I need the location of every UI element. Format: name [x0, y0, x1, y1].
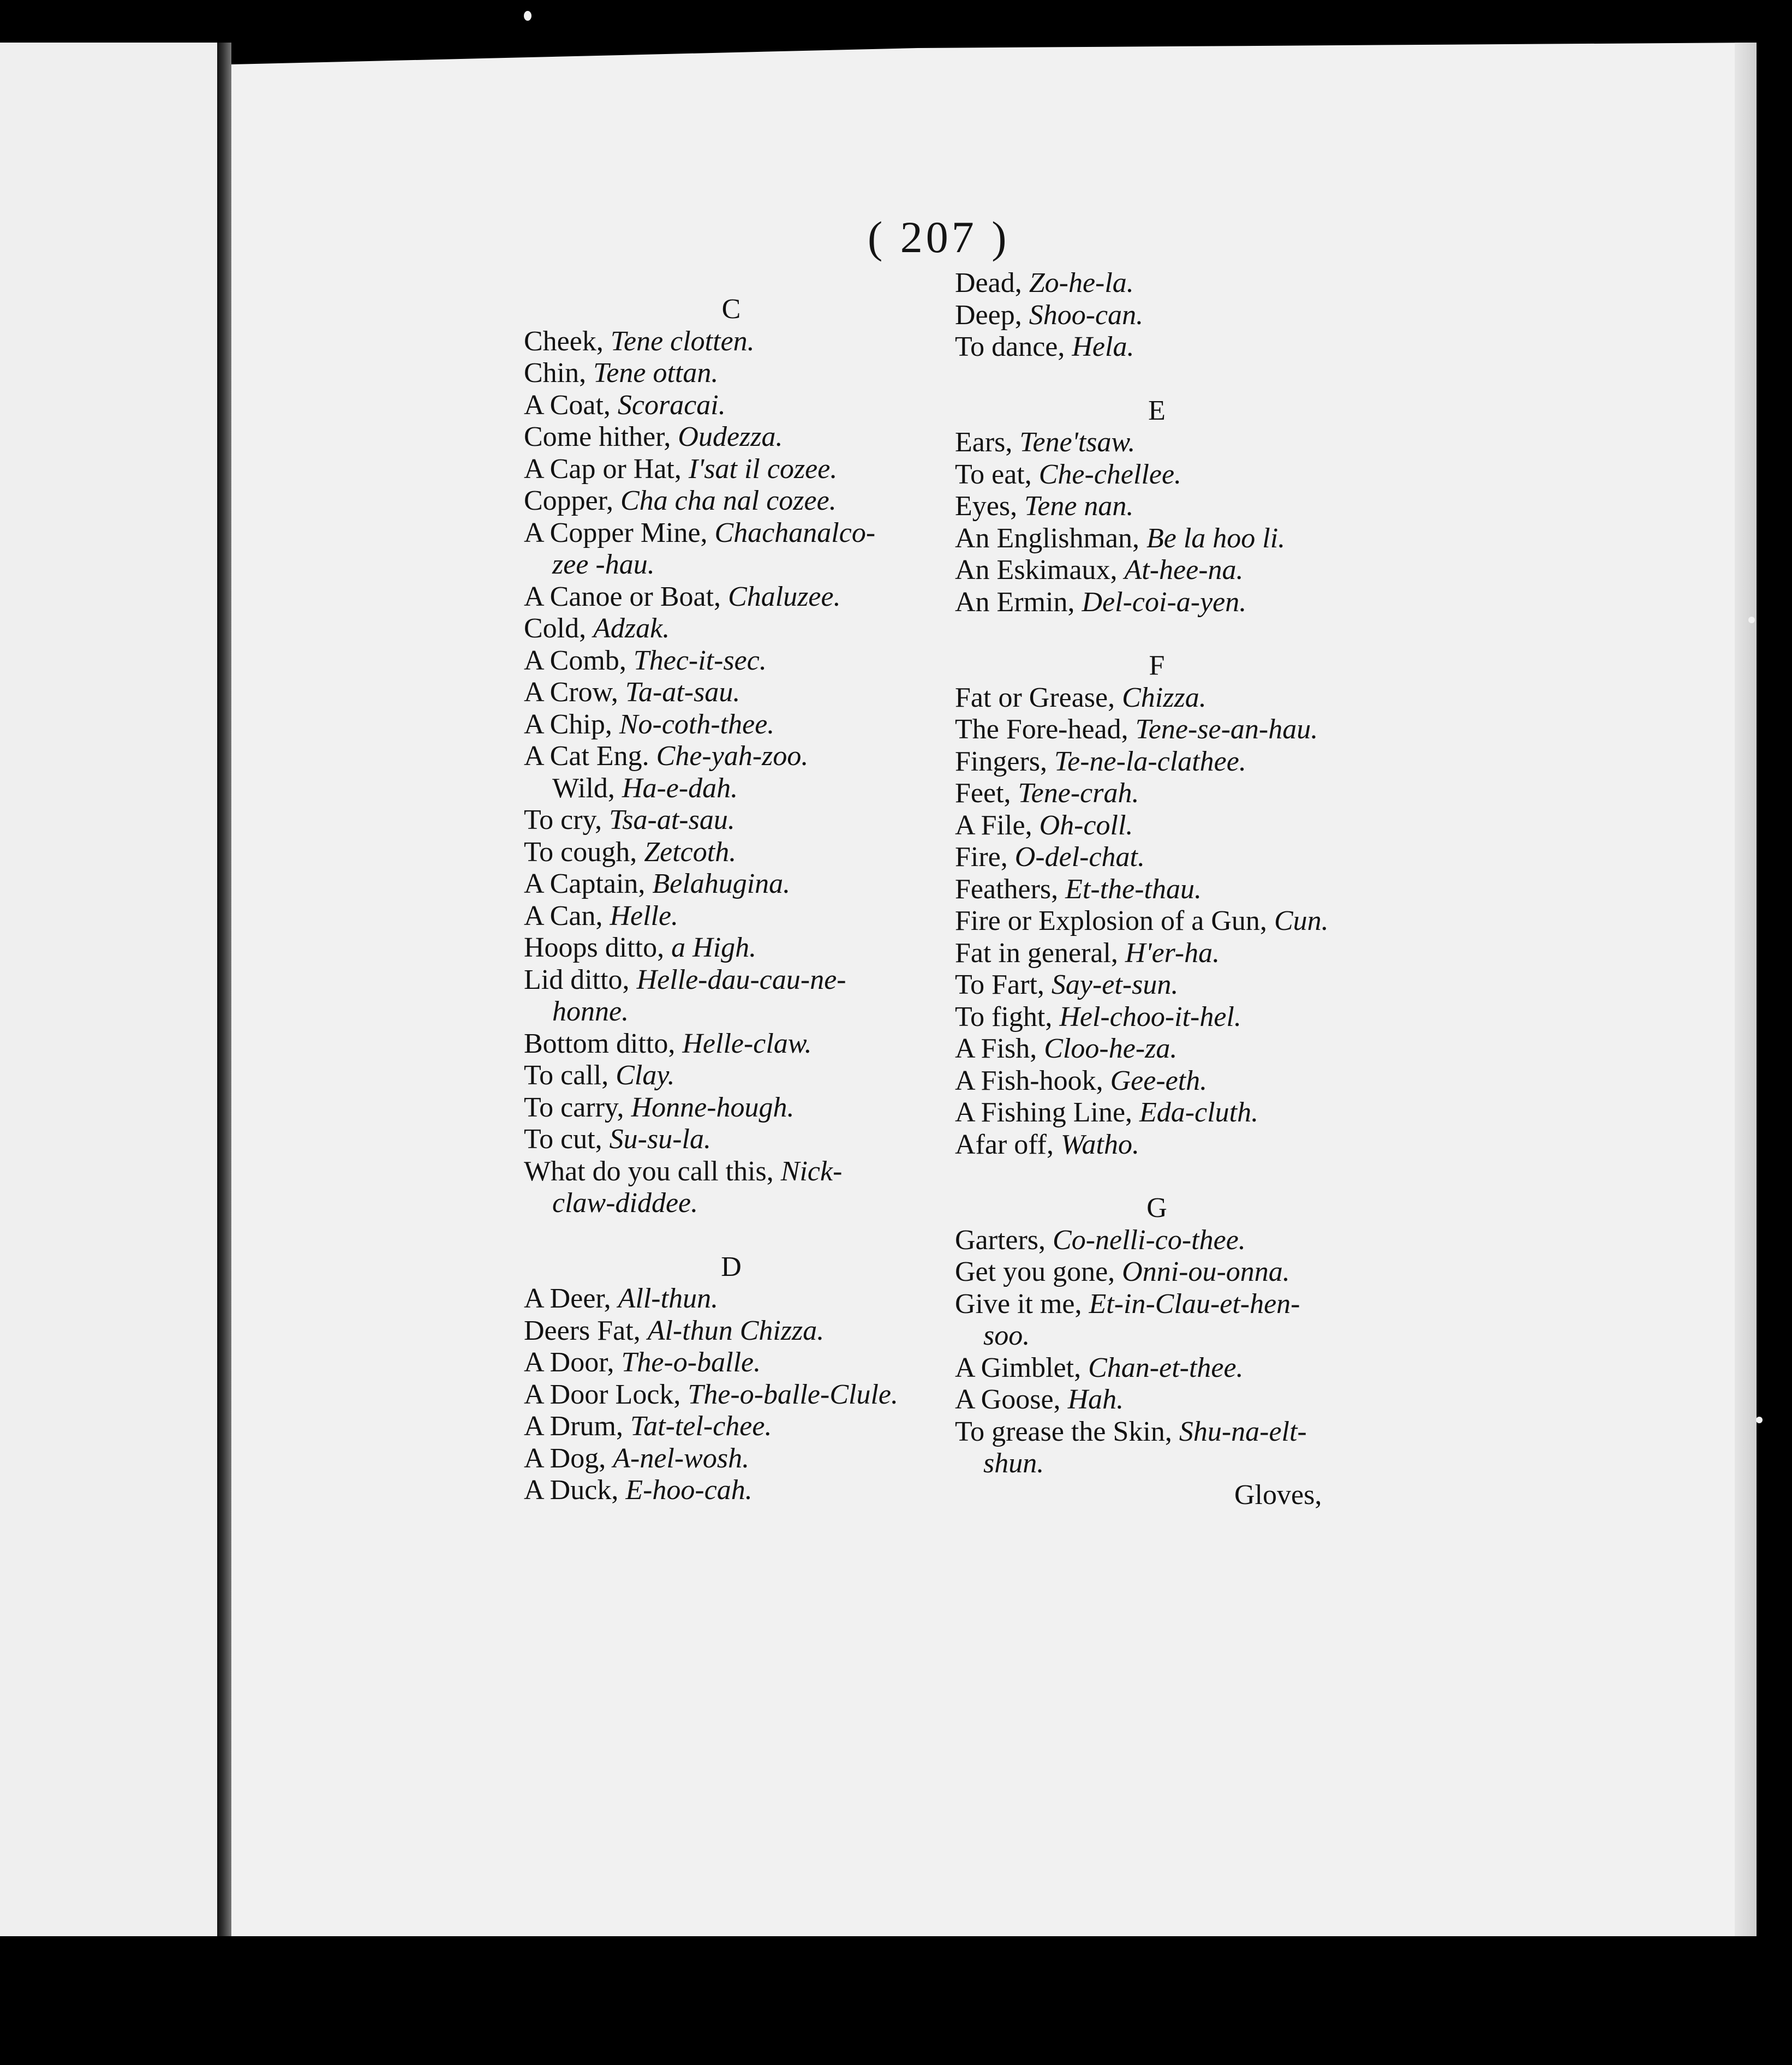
vocabulary-entry [524, 453, 939, 486]
native-word: Chachanalco- [714, 517, 876, 548]
native-word: Shu-na-elt- [1179, 1416, 1307, 1447]
english-term: Cold, [524, 613, 587, 644]
english-term: A Coat, [524, 389, 611, 421]
vocabulary-entry [955, 523, 1359, 555]
english-term: Lid ditto, [524, 964, 630, 995]
vocabulary-entry [955, 938, 1359, 970]
vocabulary-entry [524, 326, 939, 358]
native-word-continuation: honne. [552, 996, 629, 1027]
native-word: Tat-tel-chee. [630, 1411, 772, 1442]
native-word: Oudezza. [678, 421, 783, 452]
vocabulary-entry [524, 1028, 939, 1060]
vocabulary-entry [955, 1384, 1359, 1416]
vocabulary-entry [955, 267, 1359, 300]
entry-continuation [524, 996, 939, 1028]
section-gap [955, 1161, 1359, 1192]
entry-continuation [955, 1448, 1359, 1480]
english-term: A Copper Mine, [524, 517, 708, 548]
vocabulary-entry [955, 1416, 1359, 1448]
vocabulary-entry [524, 1411, 939, 1443]
english-term: To eat, [955, 458, 1032, 490]
english-term: A Dog, [524, 1442, 606, 1474]
english-term: A Goose, [955, 1384, 1061, 1415]
english-term: Bottom ditto, [524, 1028, 676, 1059]
vocabulary-entry [524, 1475, 939, 1507]
native-word: The-o-balle-Clule. [688, 1378, 898, 1410]
vocabulary-entry [524, 421, 939, 453]
native-word: I'sat il cozee. [688, 453, 838, 485]
native-word: Hah. [1067, 1384, 1124, 1415]
english-term: Fat in general, [955, 937, 1118, 969]
native-word: Tene-crah. [1018, 778, 1139, 809]
vocabulary-entry [524, 741, 939, 773]
section-letter: D [721, 1251, 742, 1282]
english-term: Come hither, [524, 421, 671, 452]
native-word: Watho. [1060, 1129, 1139, 1160]
vocabulary-entry [524, 1347, 939, 1379]
english-term: A Cap or Hat, [524, 453, 682, 485]
english-term: Copper, [524, 485, 613, 516]
vocabulary-entry [524, 868, 939, 900]
vocabulary-entry [524, 932, 939, 964]
vocabulary-entry [955, 1033, 1359, 1065]
native-word-continuation: soo. [983, 1320, 1030, 1351]
english-term: To cough, [524, 836, 637, 868]
english-term: Feet, [955, 778, 1011, 809]
native-word: Tene ottan. [593, 357, 719, 389]
vocabulary-entry [955, 1352, 1359, 1384]
vocabulary-entry [955, 554, 1359, 587]
english-term: A File, [955, 809, 1032, 841]
vocabulary-entry [955, 714, 1359, 746]
vocabulary-entry [524, 517, 939, 550]
book-gutter [217, 43, 231, 1936]
native-word-continuation: zee -hau. [552, 549, 655, 580]
vocabulary-entry [524, 390, 939, 422]
native-word: Helle. [610, 900, 679, 932]
english-term: Feathers, [955, 873, 1059, 905]
native-word: Ha-e-dah. [622, 772, 738, 804]
english-term: To call, [524, 1060, 609, 1091]
english-term: To carry, [524, 1091, 624, 1123]
native-word: Tene clotten. [610, 325, 755, 357]
english-term: A Drum, [524, 1411, 623, 1442]
english-term: A Chip, [524, 708, 612, 740]
native-word: Eda-cluth. [1139, 1097, 1259, 1128]
english-term: A Gimblet, [955, 1352, 1082, 1383]
english-term: An Ermin, [955, 586, 1075, 618]
vocabulary-entry [955, 1256, 1359, 1288]
native-word: Gee-eth. [1110, 1065, 1208, 1096]
native-word: Che-yah-zoo. [656, 741, 809, 772]
vocabulary-entry [524, 709, 939, 741]
english-term: Fat or Grease, [955, 682, 1115, 713]
native-word: Cha cha nal cozee. [620, 485, 837, 516]
native-word: Scoracai. [617, 389, 726, 421]
native-word: Hela. [1072, 331, 1134, 362]
vocabulary-entry [524, 1060, 939, 1092]
native-word: H'er-ha. [1125, 937, 1220, 969]
page-edge-shadow [1735, 43, 1757, 1936]
english-term: To grease the Skin, [955, 1416, 1172, 1447]
english-term: A Canoe or Boat, [524, 581, 721, 612]
native-word: Del-coi-a-yen. [1082, 586, 1247, 618]
vocabulary-entry [524, 1156, 939, 1188]
vocabulary-entry [524, 645, 939, 677]
native-word: Hel-choo-it-hel. [1059, 1001, 1241, 1032]
section-letter: C [721, 294, 741, 325]
native-word: a High. [671, 932, 757, 963]
native-word: Et-the-thau. [1065, 873, 1202, 905]
english-term: To dance, [955, 331, 1065, 362]
dust-speck [1756, 1417, 1763, 1423]
right-column [955, 267, 1359, 1480]
vocabulary-entry [955, 746, 1359, 778]
native-word: Clay. [616, 1060, 675, 1091]
english-term: A Comb, [524, 644, 626, 676]
english-term: Fingers, [955, 745, 1047, 777]
vocabulary-entry [955, 1065, 1359, 1097]
native-word: Et-in-Clau-et-hen- [1089, 1288, 1300, 1320]
section-letter: G [1146, 1192, 1167, 1224]
vocabulary-entry [955, 874, 1359, 906]
dust-speck [1748, 617, 1755, 623]
native-word: All-thun. [618, 1283, 719, 1314]
vocabulary-entry [955, 905, 1359, 938]
vocabulary-entry [955, 969, 1359, 1001]
vocabulary-entry [955, 1129, 1359, 1161]
native-word: Chizza. [1122, 682, 1206, 713]
english-term: A Duck, [524, 1475, 619, 1506]
vocabulary-entry [955, 1225, 1359, 1257]
section-gap [524, 1220, 939, 1251]
vocabulary-entry [524, 485, 939, 517]
vocabulary-entry [955, 491, 1359, 523]
vocabulary-entry [955, 459, 1359, 491]
native-word: Onni-ou-onna. [1122, 1256, 1290, 1287]
english-term: Deep, [955, 299, 1022, 331]
english-term: Deers Fat, [524, 1315, 641, 1346]
vocabulary-entry [524, 837, 939, 869]
english-term: A Cat Eng. [524, 741, 649, 772]
vocabulary-entry [955, 682, 1359, 714]
english-term: A Door, [524, 1347, 614, 1378]
vocabulary-entry [524, 1092, 939, 1124]
native-word: Tene-se-an-hau. [1135, 714, 1318, 745]
english-term: Eyes, [955, 491, 1018, 522]
native-word: Al-thun Chizza. [647, 1315, 825, 1346]
english-term: Give it me, [955, 1288, 1082, 1320]
english-term: A Can, [524, 900, 603, 932]
section-letter: E [1148, 395, 1166, 426]
vocabulary-entry [524, 964, 939, 996]
vocabulary-entry [524, 773, 939, 805]
english-term: A Fishing Line, [955, 1097, 1133, 1128]
native-word: Shoo-can. [1029, 299, 1144, 331]
english-term: Cheek, [524, 325, 604, 357]
english-term: Wild, [552, 772, 615, 804]
vocabulary-entry [524, 1443, 939, 1475]
vocabulary-entry [955, 1001, 1359, 1034]
english-term: To Fart, [955, 969, 1044, 1000]
native-word: Chaluzee. [728, 581, 841, 612]
page-number-heading: ( 207 ) [868, 212, 1010, 262]
native-word: Zetcoth. [644, 836, 737, 868]
english-term: Afar off, [955, 1129, 1054, 1160]
vocabulary-entry [955, 841, 1359, 874]
vocabulary-entry [524, 804, 939, 837]
native-word: Helle-dau-cau-ne- [636, 964, 846, 995]
vocabulary-entry [955, 1288, 1359, 1321]
english-term: Fire, [955, 841, 1008, 873]
native-word: Tene'tsaw. [1019, 427, 1136, 458]
vocabulary-entry [524, 1124, 939, 1156]
english-term: An Eskimaux, [955, 554, 1118, 586]
facing-page [0, 43, 217, 1936]
section-gap [955, 618, 1359, 650]
native-word: Say-et-sun. [1051, 969, 1179, 1000]
native-word: E-hoo-cah. [625, 1475, 752, 1506]
english-term: Garters, [955, 1224, 1046, 1256]
native-word: A-nel-wosh. [613, 1442, 750, 1474]
dust-speck [524, 11, 531, 21]
vocabulary-entry [524, 1379, 939, 1411]
english-term: A Crow, [524, 677, 618, 708]
native-word: Oh-coll. [1039, 809, 1133, 841]
vocabulary-entry [955, 331, 1359, 363]
native-word: Zo-he-la. [1029, 267, 1134, 299]
english-term: A Door Lock, [524, 1378, 681, 1410]
vocabulary-entry [524, 900, 939, 933]
native-word: Helle-claw. [682, 1028, 812, 1059]
native-word: Be la hoo li. [1146, 522, 1286, 554]
native-word: At-hee-na. [1124, 554, 1244, 586]
english-term: What do you call this, [524, 1155, 774, 1187]
english-term: The Fore-head, [955, 714, 1128, 745]
entry-continuation [955, 1320, 1359, 1352]
vocabulary-entry [524, 1283, 939, 1315]
native-word: The-o-balle. [621, 1347, 761, 1378]
vocabulary-entry [955, 778, 1359, 810]
native-word: Thec-it-sec. [633, 644, 767, 676]
left-column [524, 294, 939, 1507]
english-term: Dead, [955, 267, 1022, 299]
entry-continuation [524, 549, 939, 581]
vocabulary-entry [524, 613, 939, 645]
native-word: Nick- [780, 1155, 843, 1187]
native-word: No-coth-thee. [619, 708, 775, 740]
native-word: Chan-et-thee. [1088, 1352, 1244, 1383]
native-word-continuation: shun. [983, 1448, 1044, 1479]
vocabulary-entry [955, 1097, 1359, 1129]
vocabulary-entry [524, 357, 939, 390]
native-word: Adzak. [593, 613, 670, 644]
entry-continuation [524, 1187, 939, 1220]
english-term: Get you gone, [955, 1256, 1115, 1287]
vocabulary-entry [955, 810, 1359, 842]
native-word: Belahugina. [652, 868, 791, 899]
english-term: Ears, [955, 427, 1013, 458]
english-term: Fire or Explosion of a Gun, [955, 905, 1267, 936]
native-word: O-del-chat. [1014, 841, 1145, 873]
native-word: Tene nan. [1024, 491, 1134, 522]
section-letter: F [1149, 650, 1165, 681]
vocabulary-entry [955, 300, 1359, 332]
english-term: Chin, [524, 357, 587, 389]
native-word: Cun. [1274, 905, 1329, 936]
english-term: A Captain, [524, 868, 646, 899]
vocabulary-entry [524, 677, 939, 709]
english-term: To fight, [955, 1001, 1053, 1032]
native-word: Honne-hough. [631, 1091, 795, 1123]
vocabulary-entry [524, 1315, 939, 1347]
section-gap [955, 363, 1359, 395]
english-term: To cry, [524, 804, 602, 835]
native-word: Ta-at-sau. [625, 677, 740, 708]
native-word: Cloo-he-za. [1044, 1033, 1178, 1064]
english-term: A Fish-hook, [955, 1065, 1103, 1096]
english-term: Hoops ditto, [524, 932, 665, 963]
english-term: A Deer, [524, 1283, 611, 1314]
native-word-continuation: claw-diddee. [552, 1187, 698, 1219]
native-word: Che-chellee. [1038, 458, 1182, 490]
native-word: Te-ne-la-clathee. [1054, 745, 1246, 777]
vocabulary-entry [955, 587, 1359, 619]
english-term: An Englishman, [955, 522, 1139, 554]
english-term: A Fish, [955, 1033, 1037, 1064]
native-word: Tsa-at-sau. [609, 804, 735, 835]
native-word: Su-su-la. [609, 1124, 711, 1155]
vocabulary-entry [955, 427, 1359, 459]
english-term: To cut, [524, 1124, 602, 1155]
catchword: Gloves, [1234, 1479, 1322, 1511]
native-word: Co-nelli-co-thee. [1053, 1224, 1246, 1256]
vocabulary-entry [524, 581, 939, 613]
